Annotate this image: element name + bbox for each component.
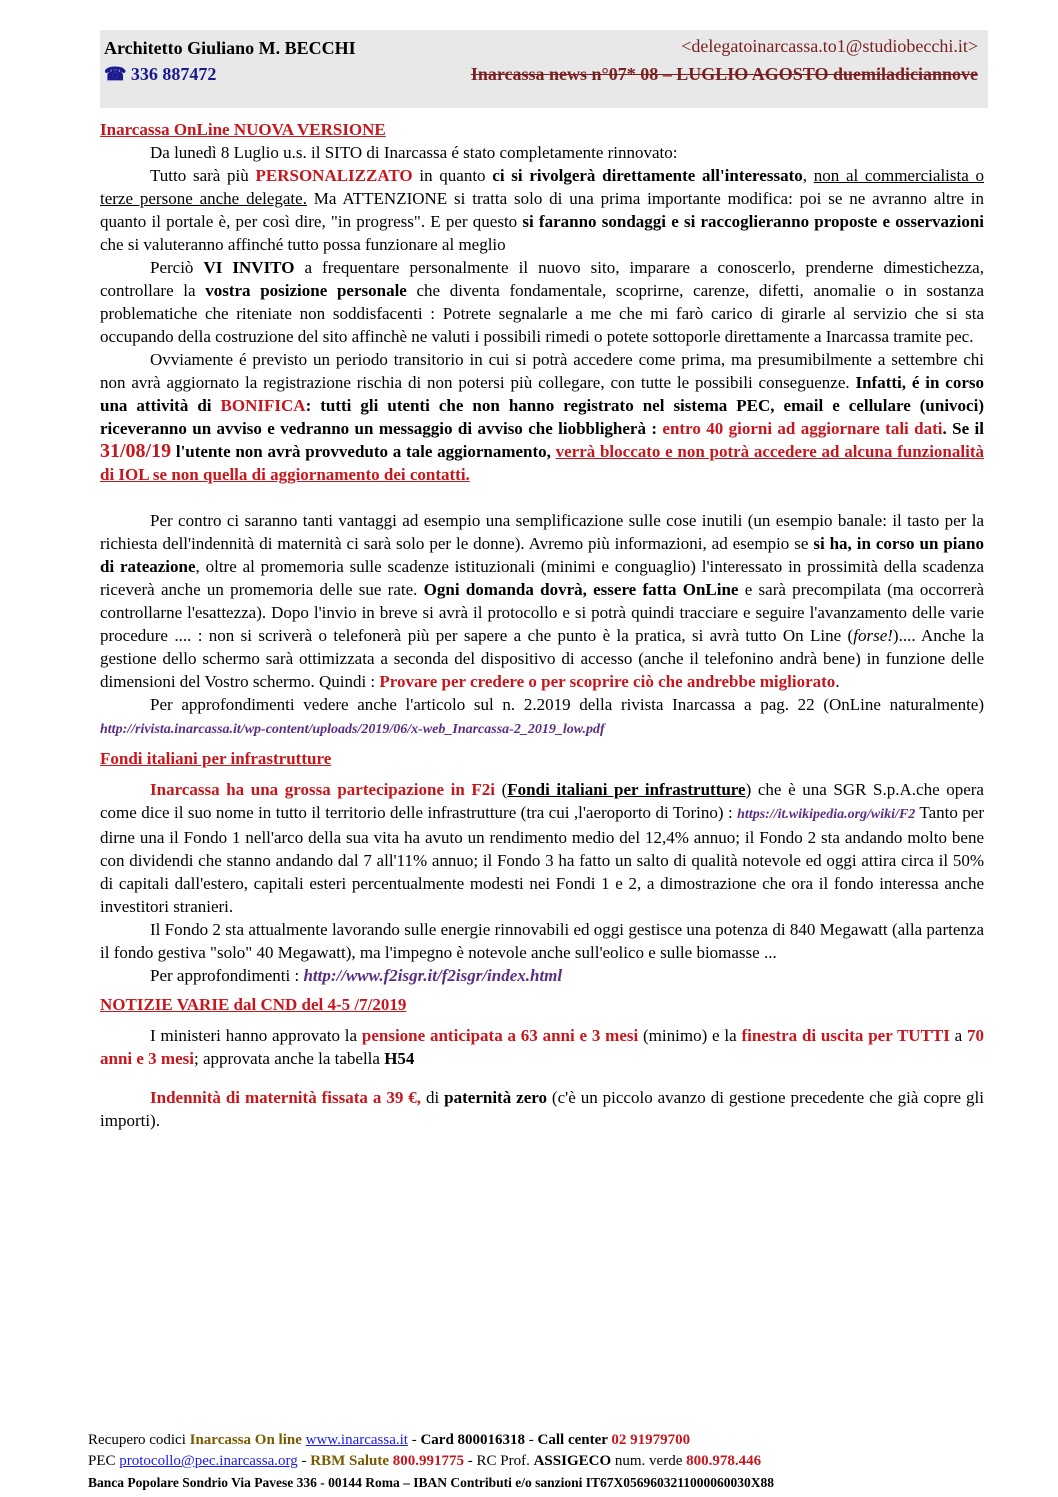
page-header [100,30,988,108]
text: Recupero codici [88,1432,190,1448]
text: in quanto [412,166,493,185]
card-number: Card 800016318 [420,1432,526,1448]
text: Per contro ci saranno tanti vantaggi ad esempio una semplificazione sulle cose inutili (un esempio banale: il tasto per la richiesta dell'indennità di maternità ci sarà solo per le donne). Avremo più informazioni, ad esempio se [100,511,984,553]
bold-text: paternità zero [444,1088,547,1107]
call-center-label: Call center [537,1432,612,1448]
text: ( [495,780,508,799]
bold-text: l'utente non avrà provveduto a tale aggiornamento, [171,442,556,461]
inarcassa-online-label: Inarcassa On line [189,1432,302,1448]
highlight: Provare per credere o per scoprire ciò che andrebbe migliorato [379,672,836,691]
paragraph [100,778,984,918]
text: Perciò [150,258,204,277]
italic-text: forse! [853,626,893,645]
paragraph: Da lunedì 8 Luglio u.s. il SITO di Inarcassa é stato completamente rinnovato: [150,143,678,162]
bold-text: Infatti, é in corso una attività di [100,373,984,415]
assigeco-label: ASSIGECO [533,1453,612,1469]
author-email: <delegatoinarcassa.to1@studiobecchi.it> [681,36,978,56]
text: , oltre al promemoria sulle scadenze istituzionali (minimi e conguaglio) l'interessato in prossimità della scadenza riceverà anche un promemoria delle sue rate. [100,557,984,599]
paragraph [100,164,984,256]
highlight: finestra di uscita per TUTTI [741,1026,950,1045]
text: Ovviamente é previsto un periodo transitorio in cui si potrà accedere come prima, ma presumibilmente a settembre chi non avrà aggiornato la registrazione rischia di non potersi più collegare, con tutte le possibili conseguenze. [100,350,984,392]
author-name: Architetto Giuliano M. BECCHI [104,38,356,58]
text: (minimo) e la [638,1026,742,1045]
phone-number: 336 887472 [130,64,217,84]
rivista-link[interactable]: http://rivista.inarcassa.it/wp-content/uploads/2019/06/x-web_Inarcassa-2_2019_low.pdf [100,722,605,737]
wikipedia-link[interactable]: https://it.wikipedia.org/wiki/F2 [737,807,916,822]
highlight: pensione anticipata a 63 anni e 3 mesi [361,1026,639,1045]
text: - [525,1432,538,1448]
paragraph [100,509,984,693]
bold-text: VI INVITO [203,258,295,277]
underlined-text: non al commercialista o terze persone anche delegate. [100,166,984,208]
bold-text: : tutti gli utenti che non hanno registrato nel sistema PEC, email e cellulare (univoci) riceveranno un avviso e vedranno un messaggio di avviso che liobbligherà : [100,396,984,438]
bold-text: H54 [384,1049,415,1068]
section-title-fondi: Fondi italiani per infrastrutture [100,749,332,768]
inarcassa-link[interactable]: www.inarcassa.it [305,1432,408,1448]
highlight: Indennità di maternità fissata a 39 €, [150,1088,422,1107]
document-body [100,118,984,1132]
page-footer [88,1430,982,1493]
text: che diventa fondamentale, scoprirne, carenze, difetti, anomalie o in sostanza problematiche che riteniate non soddisfacenti : Potrete segnalarle a me che mi farò carico di girarle al servizio che si sta occupando della costruzione del sito affinchè ne valuti i possibili rimedi o potete sottoporle direttamente a Inarcassa tramite pec. [100,281,984,346]
rbm-label: RBM Salute [310,1453,389,1469]
bold-text: si ha, in corso un piano di rateazione [100,534,984,576]
paragraph [100,693,984,741]
bold-text: Ogni domanda dovrà, essere fatta OnLine [423,580,739,599]
call-center-number: 02 91979700 [611,1432,691,1448]
author-phone [104,64,216,85]
text: num. verde [611,1453,687,1469]
highlight: entro 40 giorni ad aggiornare tali dati [662,419,943,438]
text: Tanto per dirne una il Fondo 1 nell'arco della sua vita ha avuto un rendimento medio del 12,4% annuo; il Fondo 2 sta andando molto bene con dividendi che stanno andando dal 7 all'11% annuo; il Fondo 3 ha fatto un salto di qualità notevole ed oggi attira circa il 50% di capitali dall'estero, capitali esteri percentualmente modesti nei Fondi 1 e 2, a dimostrazione che ora il fondo interessa anche investitori stranieri. [100,803,984,916]
text: ) che è una SGR S.p.A.che opera come dice il suo nome in tutto il territorio delle infrastrutture (tra cui ,l'aeroporto di Torino) : [100,780,984,822]
text: I ministeri hanno approvato la [150,1026,362,1045]
section-title-notizie: NOTIZIE VARIE dal CND del 4-5 /7/2019 [100,995,407,1014]
paragraph [100,1086,984,1132]
pec-link[interactable]: protocollo@pec.inarcassa.org [119,1453,298,1469]
paragraph [100,964,984,987]
highlight: BONIFICA [220,396,306,415]
telephone-icon: ☎ [104,64,127,84]
footer-line-2 [88,1451,982,1472]
highlight: Inarcassa ha una grossa partecipazione in F2i [150,780,496,799]
deadline-date: 31/08/19 [100,440,172,462]
text: - [297,1453,311,1469]
paragraph [100,256,984,348]
bold-underlined-text: Fondi italiani per infrastrutture [507,780,746,799]
paragraph [100,348,984,486]
text: a [949,1026,968,1045]
text: a frequentare personalmente il nuovo sito, imparare a conoscerlo, prenderne dimestichezza, controllare la [100,258,984,300]
footer-line-3: Banca Popolare Sondrio Via Pavese 336 - 00144 Roma – IBAN Contributi e/o sanzioni IT67X0569603211000060030X88 [88,1475,775,1490]
text: di [421,1088,445,1107]
text: Per approfondimenti : [150,966,304,985]
bold-text: vostra posizione personale [205,281,407,300]
text: Tutto sarà più [150,166,256,185]
highlight: PERSONALIZZATO [255,166,413,185]
text: (c'è un piccolo avanzo di gestione precedente che già copre gli importi). [100,1088,984,1130]
text: - [407,1432,421,1448]
text: , [802,166,814,185]
text: e sarà precompilata (ma occorrerà controllarne l'esattezza). Dopo l'invio in breve si avrà il protocollo e si potrà quindi tracciare e seguire l'avanzamento delle varie procedure .... : non si scriverà o telefonerà più per sapere a che punto è la pratica, si avrà tutto On Line ( [100,580,984,645]
assigeco-number: 800.978.446 [686,1453,762,1469]
text: PEC [88,1453,120,1469]
warning-text: verrà bloccato e non potrà accedere ad alcuna funzionalità di IOL se non quella di aggiornamento dei contatti. [100,442,984,484]
paragraph: Il Fondo 2 sta attualmente lavorando sulle energie rinnovabili ed oggi gestisce una potenza di 840 Megawatt (alla partenza il fondo gestiva "solo" 40 Megawatt), ma l'impegno è notevole anche sull'eolico e sulle biomasse ... [100,920,984,962]
paragraph [100,1024,984,1070]
text: - RC Prof. [464,1453,534,1469]
text: . [835,672,840,691]
text: Ma ATTENZIONE si tratta solo di una prima importante modifica: poi se ne avranno altre in quanto il portale è, per così dire, "in progress". E per questo [100,189,984,231]
bold-text: ci si rivolgerà direttamente all'interessato [492,166,803,185]
text: ; approvata anche la tabella [193,1049,385,1068]
rbm-number: 800.991775 [392,1453,464,1469]
bold-text: . Se il [942,419,984,438]
text: Per approfondimenti vedere anche l'articolo sul n. 2.2019 della rivista Inarcassa a pag. 22 (OnLine naturalmente) [150,695,984,714]
text: che si valuteranno affinché tutto possa funzionare al meglio [100,235,506,254]
section-title-inarcassa-online: Inarcassa OnLine NUOVA VERSIONE [100,120,386,139]
newsletter-title: Inarcassa news n°07* 08 – LUGLIO AGOSTO duemiladiciannove [470,64,978,84]
footer-line-1 [88,1430,982,1451]
text: ).... Anche la gestione dello schermo sarà ottimizzata a seconda del dispositivo di accesso (anche il telefonino andrà bene) in funzione delle dimensioni del Vostro schermo. Quindi : [100,626,985,691]
highlight: 70 anni e 3 mesi [100,1026,985,1068]
bold-text: si faranno sondaggi e si raccoglieranno proposte e osservazioni [522,212,984,231]
f2i-link[interactable]: http://www.f2isgr.it/f2isgr/index.html [303,966,563,985]
